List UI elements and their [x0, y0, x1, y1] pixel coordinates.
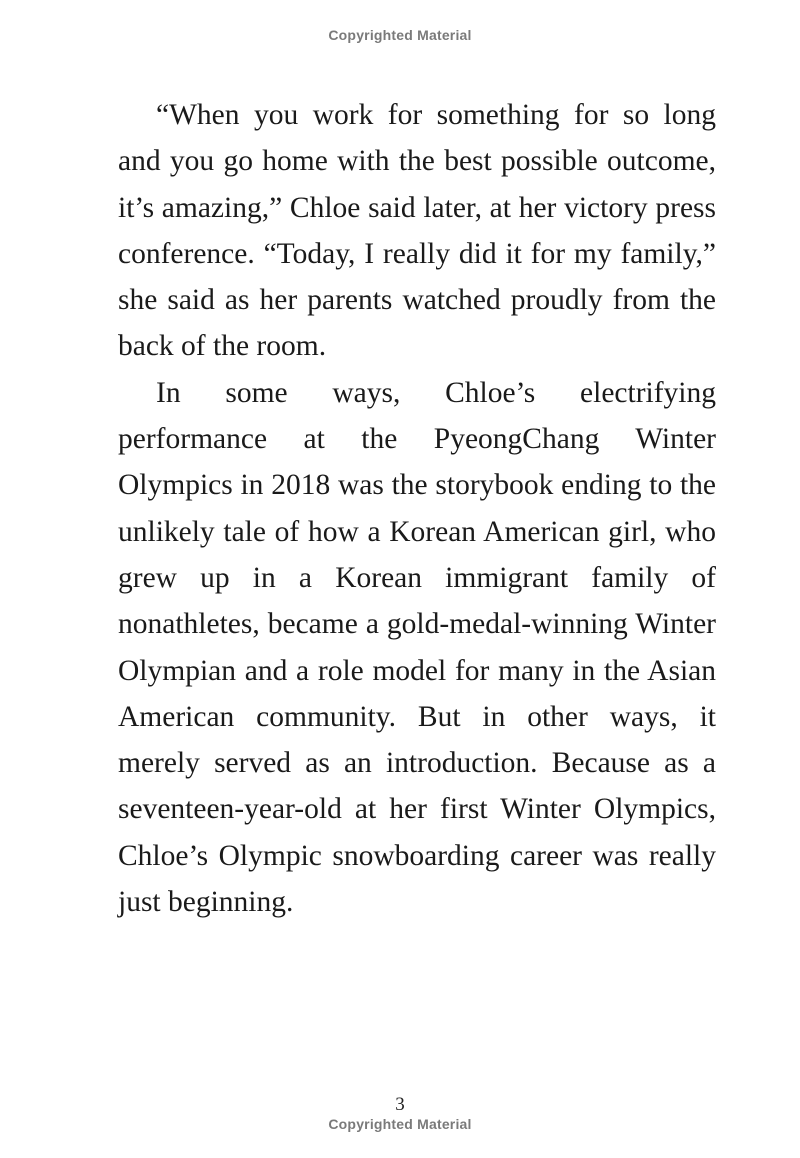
paragraph-introduction: In some ways, Chloe’s electrifying performance at the PyeongChang Winter Olympics in 2018 was the storybook ending to the unlikely tale of how a Korean American girl, who grew up in a Korean immigrant family of nonathletes, became a gold-medal-winning Winter Olympian and a role model for many in the Asian American community. But in other ways, it merely served as an introduction. Because as a seventeen-year-old at her first Winter Olympics, Chloe’s Olympic snowboarding career was really just beginning. [118, 376, 716, 919]
paragraph-quote: “When you work for something for so long and you go home with the best possible outcome, it’s amazing,” Chloe said later, at her victory press conference. “Today, I really did it for my family,” she said as her parents watched proudly from the back of the room. [118, 99, 716, 363]
page-body [118, 92, 716, 925]
copyright-watermark-bottom: Copyrighted Material [328, 1116, 472, 1132]
page-number: 3 [395, 1094, 405, 1115]
copyright-watermark-top: Copyrighted Material [328, 27, 472, 43]
